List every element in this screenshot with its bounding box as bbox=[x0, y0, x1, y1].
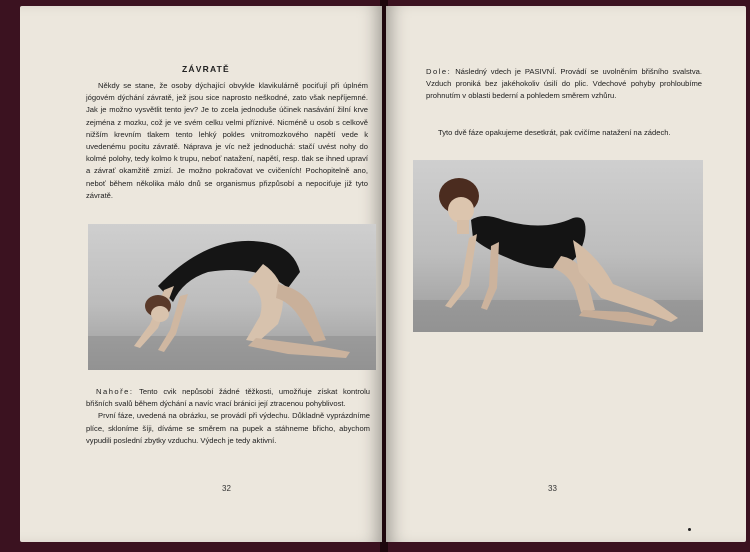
photo-cat-pose-inhale bbox=[413, 160, 703, 332]
caption-text-top: Tento cvik nepůsobí žádné těžkosti, umožňuje získat kontrolu břišních svalů během dýchání a navíc vrací bránici její ztracenou pohyblivost. bbox=[86, 387, 370, 409]
left-paragraph-2: První fáze, uvedená na obrázku, se provádí při výdechu. Důkladně vyprázdníme plíce, skloníme šíji, díváme se směrem na pupek a stáhneme břicho, abychom vypudili poslední zbytky vzduchu. Výdech je tedy aktivní. bbox=[86, 411, 370, 445]
left-paragraph-1: Někdy se stane, že osoby dýchající obvykle klavikulárně pociťují při úplném jógovém dýchání závratě, jež jsou sice naprosto neškodné, zato však nepříjemné. Jak je možno vysvětlit tento jev? Je to zcela jednoduše účinek nasávání žilní krve zejména z mozku, což je ve svém celku velmi příznivé. Nicméně u osob s celkově nižším krevním tlakem tento lehký pokles vnitromozkového napětí vede k uvedenému pocitu závratě. Náprava je víc než jednoduchá: stačí uvést nohy do kolmé polohy, tedy kolmo k trupu, neboť natažení, napětí, resp. tlak se ihned upraví a závrať okamžitě zmizí. Je možno pokračovat ve cvičeních! Pochopitelně ano, neboť během několika málo dnů se organismus přizpůsobí a nepociťuje již tyto závratě. bbox=[86, 81, 368, 200]
left-caption-block bbox=[86, 386, 370, 447]
page-number-right: 33 bbox=[548, 484, 557, 493]
exercise-figure-arched-back bbox=[413, 160, 703, 332]
caption-label-top: Nahoře: bbox=[96, 387, 134, 396]
left-paragraph-dizziness bbox=[86, 80, 368, 202]
right-caption-block bbox=[426, 66, 702, 103]
exercise-figure-rounded-back bbox=[88, 224, 376, 370]
caption-text-bottom: Následný vdech je PASIVNÍ. Provádí se uvolněním břišního svalstva. Vzduch proniká bez jakéhokoliv úsilí do plic. Vdechové pohyby prohloubíme prohnutím v oblasti bederní a pohledem směrem vzhůru. bbox=[426, 67, 702, 101]
section-heading: ZÁVRATĚ bbox=[182, 64, 230, 74]
caption-label-bottom: Dole: bbox=[426, 67, 452, 76]
right-paragraph-block bbox=[426, 127, 702, 139]
right-paragraph-1: Tyto dvě fáze opakujeme desetkrát, pak cvičíme natažení na zádech. bbox=[438, 128, 671, 137]
page-speck bbox=[688, 528, 691, 531]
photo-cat-pose-exhale bbox=[88, 224, 376, 370]
page-number-left: 32 bbox=[222, 484, 231, 493]
